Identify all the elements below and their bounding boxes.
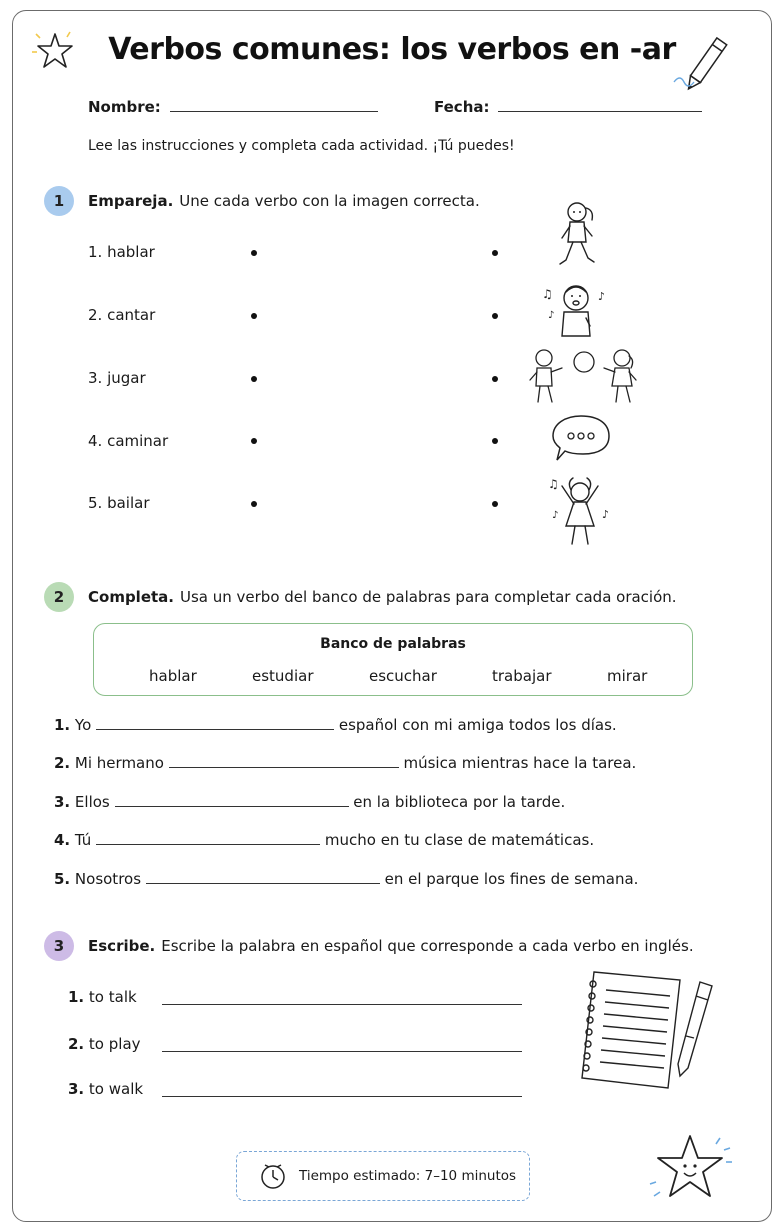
sentence-number: 2. <box>54 754 71 772</box>
kids-playing-ball-icon <box>526 344 642 408</box>
right-dot-2[interactable] <box>492 313 498 319</box>
sentence-rest: en la biblioteca por la tarde. <box>353 793 566 811</box>
name-label: Nombre: <box>88 98 161 116</box>
translate-item-2 <box>68 1035 141 1053</box>
svg-text:♪: ♪ <box>602 508 610 521</box>
sentence-rest: en el parque los fines de semana. <box>384 870 639 888</box>
svg-text:♫: ♫ <box>548 477 559 491</box>
answer-line[interactable] <box>96 844 320 845</box>
match-item-2: 2. cantar <box>88 306 156 324</box>
svg-text:♪: ♪ <box>548 310 555 321</box>
clock-icon <box>259 1162 287 1190</box>
sentence-4 <box>54 831 594 849</box>
match-item-4: 4. caminar <box>88 432 169 450</box>
translate-number: 2. <box>68 1035 85 1053</box>
date-line[interactable] <box>498 111 702 112</box>
section-2-heading <box>44 582 677 612</box>
translate-answer-line-1[interactable] <box>162 1004 522 1005</box>
sentence-3 <box>54 793 565 811</box>
bank-word-3: escuchar <box>369 667 437 685</box>
section-1-badge: 1 <box>44 186 74 216</box>
estimated-time-label: Tiempo estimado: 7–10 minutos <box>299 1168 517 1184</box>
translate-number: 3. <box>68 1080 85 1098</box>
translate-item-3 <box>68 1080 143 1098</box>
sentence-rest: música mientras hace la tarea. <box>403 754 637 772</box>
word-bank <box>93 623 693 696</box>
name-line[interactable] <box>170 111 378 112</box>
sentence-subject: Nosotros <box>74 870 142 888</box>
left-dot-2[interactable] <box>251 313 257 319</box>
section-1-instruction: Une cada verbo con la imagen correcta. <box>179 192 480 210</box>
date-field[interactable] <box>434 98 702 116</box>
pen-icon <box>678 982 712 1076</box>
left-dot-5[interactable] <box>251 501 257 507</box>
sentence-rest: mucho en tu clase de matemáticas. <box>324 831 595 849</box>
section-2-badge: 2 <box>44 582 74 612</box>
right-dot-5[interactable] <box>492 501 498 507</box>
right-dot-3[interactable] <box>492 376 498 382</box>
svg-text:♫: ♫ <box>542 287 553 301</box>
section-2-title: Completa. <box>88 588 174 606</box>
translate-number: 1. <box>68 988 85 1006</box>
translate-word: to talk <box>88 988 137 1006</box>
singing-boy-icon <box>538 278 610 340</box>
left-dot-4[interactable] <box>251 438 257 444</box>
sentence-2 <box>54 754 636 772</box>
match-item-5: 5. bailar <box>88 494 150 512</box>
sentence-subject: Ellos <box>74 793 110 811</box>
page-title: Verbos comunes: los verbos en -ar <box>108 32 676 67</box>
left-dot-3[interactable] <box>251 376 257 382</box>
sentence-subject: Yo <box>74 716 92 734</box>
section-1-heading <box>44 186 480 216</box>
speech-bubble-icon <box>551 412 613 466</box>
smiling-star-icon <box>644 1128 744 1210</box>
bank-word-5: mirar <box>607 667 648 685</box>
instructions: Lee las instrucciones y completa cada actividad. ¡Tú puedes! <box>88 138 515 154</box>
section-3-title: Escribe. <box>88 937 156 955</box>
translate-answer-line-2[interactable] <box>162 1051 522 1052</box>
section-2-instruction: Usa un verbo del banco de palabras para completar cada oración. <box>180 588 677 606</box>
section-3-instruction: Escribe la palabra en español que corresponde a cada verbo en inglés. <box>161 937 694 955</box>
bank-word-4: trabajar <box>492 667 552 685</box>
sentence-5 <box>54 870 638 888</box>
sentence-number: 4. <box>54 831 71 849</box>
sentence-number: 5. <box>54 870 71 888</box>
answer-line[interactable] <box>146 883 380 884</box>
match-item-1: 1. hablar <box>88 243 155 261</box>
translate-word: to walk <box>88 1080 144 1098</box>
left-dot-1[interactable] <box>251 250 257 256</box>
notebook-icon <box>576 966 716 1092</box>
bank-word-1: hablar <box>149 667 197 685</box>
dancing-girl-icon <box>544 472 616 552</box>
estimated-time-box <box>236 1151 530 1201</box>
sentence-subject: Mi hermano <box>74 754 164 772</box>
right-dot-4[interactable] <box>492 438 498 444</box>
sentence-number: 3. <box>54 793 71 811</box>
answer-line[interactable] <box>115 806 349 807</box>
translate-word: to play <box>88 1035 141 1053</box>
section-3-badge: 3 <box>44 931 74 961</box>
section-3-heading <box>44 931 694 961</box>
sentence-number: 1. <box>54 716 71 734</box>
svg-text:♪: ♪ <box>552 510 559 521</box>
bank-word-2: estudiar <box>252 667 314 685</box>
sentence-subject: Tú <box>74 831 92 849</box>
walking-girl-icon <box>550 196 606 276</box>
sentence-1 <box>54 716 617 734</box>
match-item-3: 3. jugar <box>88 369 146 387</box>
translate-answer-line-3[interactable] <box>162 1096 522 1097</box>
svg-text:♪: ♪ <box>598 290 606 303</box>
right-dot-1[interactable] <box>492 250 498 256</box>
word-bank-title: Banco de palabras <box>320 636 466 652</box>
name-field[interactable] <box>88 98 378 116</box>
section-1-title: Empareja. <box>88 192 174 210</box>
translate-item-1 <box>68 988 137 1006</box>
sentence-rest: español con mi amiga todos los días. <box>338 716 617 734</box>
answer-line[interactable] <box>96 729 334 730</box>
answer-line[interactable] <box>169 767 399 768</box>
date-label: Fecha: <box>434 98 490 116</box>
